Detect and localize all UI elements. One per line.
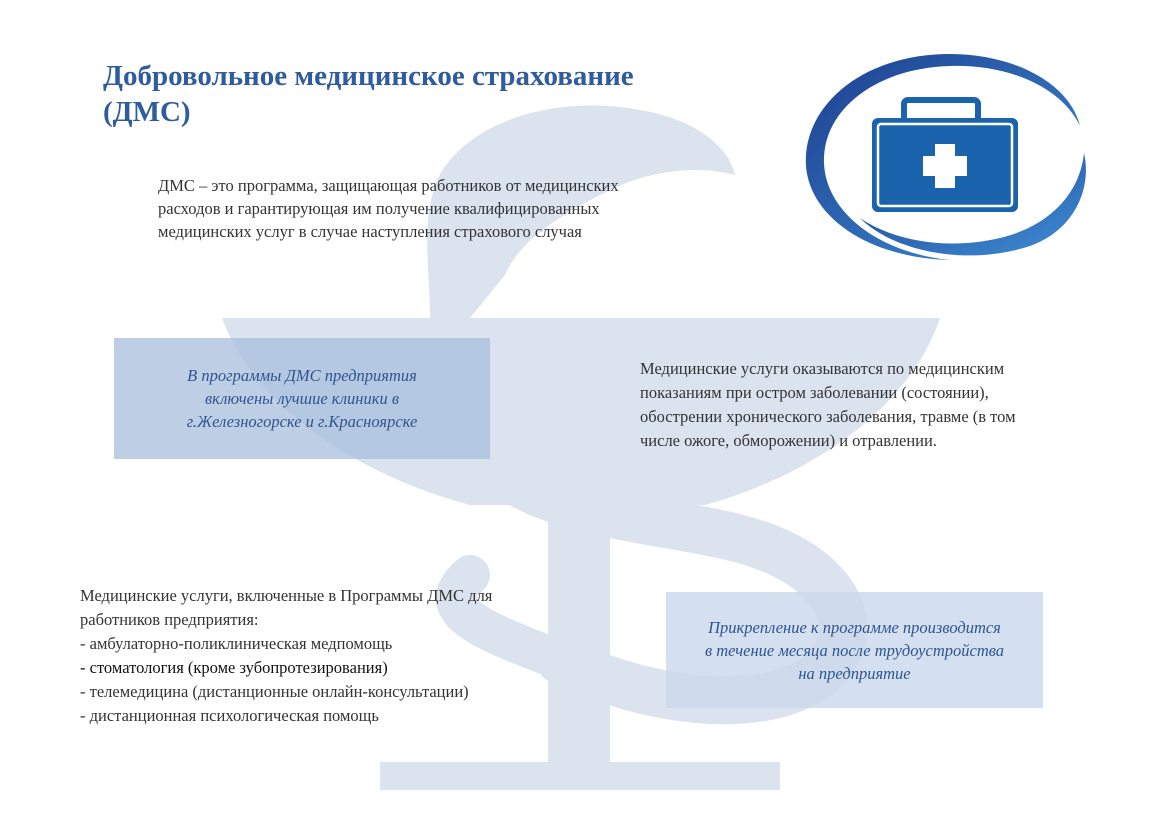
medical-kit-logo	[800, 48, 1090, 266]
paragraph-line: Медицинские услуги оказываются по медицинским	[640, 359, 1005, 378]
callout-line: включены лучшие клиники в	[204, 389, 399, 408]
paragraph-line: показаниям при остром заболевании (состоянии),	[640, 383, 989, 402]
list-item: - стоматология (кроме зубопротезирования)	[80, 658, 388, 677]
services-heading-line: Медицинские услуги, включенные в Программы ДМС для	[80, 586, 493, 605]
callout-line: в течение месяца после трудоустройства	[704, 640, 1005, 660]
list-item: - амбулаторно-поликлиническая медпомощь	[80, 634, 393, 653]
callout-line: на предприятие	[798, 663, 911, 683]
services-list	[80, 632, 600, 728]
conditions-paragraph	[640, 357, 1110, 453]
clinics-callout-box	[114, 338, 490, 459]
medical-kit-icon	[872, 100, 1018, 212]
services-list-block	[80, 584, 600, 728]
page-title-line: (ДМС)	[103, 96, 191, 128]
callout-line: Прикрепление к программе производится	[708, 617, 1001, 637]
dms-definition-paragraph	[158, 174, 748, 243]
callout-line: В программы ДМС предприятия	[187, 366, 417, 385]
callout-line: г.Железногорске и г.Красноярске	[186, 412, 418, 431]
paragraph-line: расходов и гарантирующая им получение квалифицированных	[158, 199, 600, 218]
clinics-callout-text	[187, 364, 418, 433]
paragraph-line: медицинских услуг в случае наступления страхового случая	[158, 222, 582, 241]
enrollment-callout-box	[666, 592, 1043, 708]
paragraph-line: числе ожоге, обморожении) и отравлении.	[640, 431, 937, 450]
page-title-line: Добровольное медицинское страхование	[103, 60, 634, 92]
page-title	[103, 58, 783, 130]
paragraph-line: обострении хронического заболевания, травме (в том	[640, 407, 1016, 426]
list-item: - телемедицина (дистанционные онлайн-консультации)	[80, 682, 469, 701]
services-heading-line: работников предприятия:	[80, 610, 259, 629]
paragraph-line: ДМС – это программа, защищающая работников от медицинских	[158, 176, 619, 195]
list-item: - дистанционная психологическая помощь	[80, 706, 379, 725]
enrollment-callout-text	[705, 616, 1004, 685]
